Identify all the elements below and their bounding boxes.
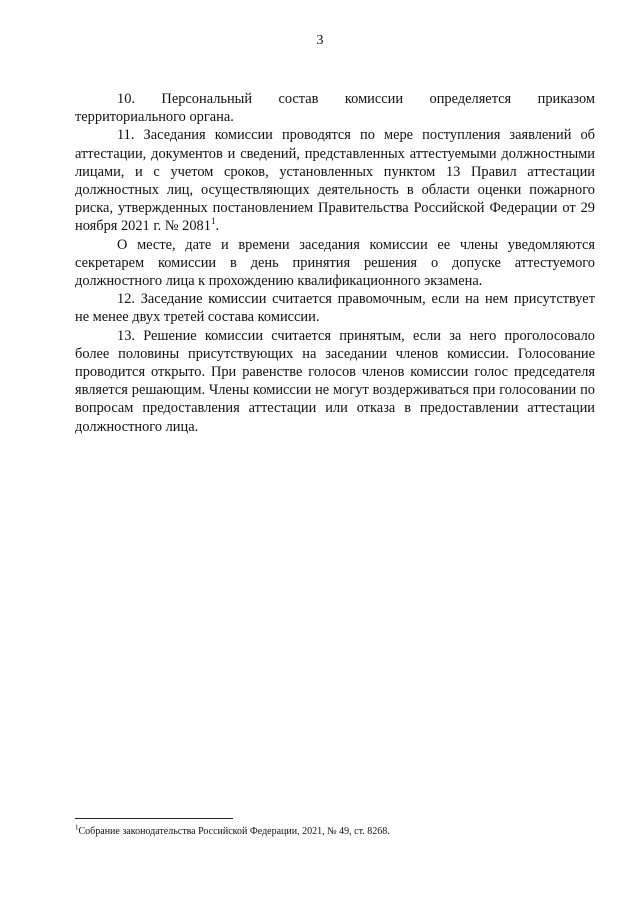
- footnote-text: Собрание законодательства Российской Федерации, 2021, № 49, ст. 8268.: [78, 826, 390, 837]
- footnote-reference: 1: [210, 216, 216, 227]
- footnote-divider: [75, 818, 233, 819]
- footnote-mark: 1: [75, 823, 79, 832]
- paragraph-notification: О месте, дате и времени заседания комиссии ее члены уведомляются секретарем комиссии в день принятия решения о допуске аттестуемого должностного лица к прохождению квалификационного экзамена.: [75, 236, 595, 290]
- page-number: 3: [316, 33, 324, 48]
- paragraph-11: 11. Заседания комиссии проводятся по мере поступления заявлений об аттестации, документов и сведений, представленных аттестуемыми должностными лицами, и с учетом сроков, установленных пунктом 13 Правил аттестации должностных лиц, осуществляющих деятельность в области оценки пожарного риска, утвержденных постановлением Правительства Российской Федерации от 29 ноября 2021 г. № 2081$^1$.: [75, 127, 595, 235]
- footnote: [75, 825, 595, 838]
- paragraph-12: 12. Заседание комиссии считается правомочным, если на нем присутствует не менее двух третей состава комиссии.: [75, 291, 595, 326]
- paragraph-13: 13. Решение комиссии считается принятым, если за него проголосовало более половины присутствующих на заседании членов комиссии. Голосование проводится открыто. При равенстве голосов членов комиссии голос председателя является решающим. Члены комиссии не могут воздерживаться при голосовании по вопросам предоставления аттестации или отказа в предоставлении аттестации должностного лица.: [75, 327, 595, 435]
- document-body: [75, 90, 595, 436]
- paragraph-10: 10. Персональный состав комиссии определяется приказом территориального органа.: [75, 91, 595, 126]
